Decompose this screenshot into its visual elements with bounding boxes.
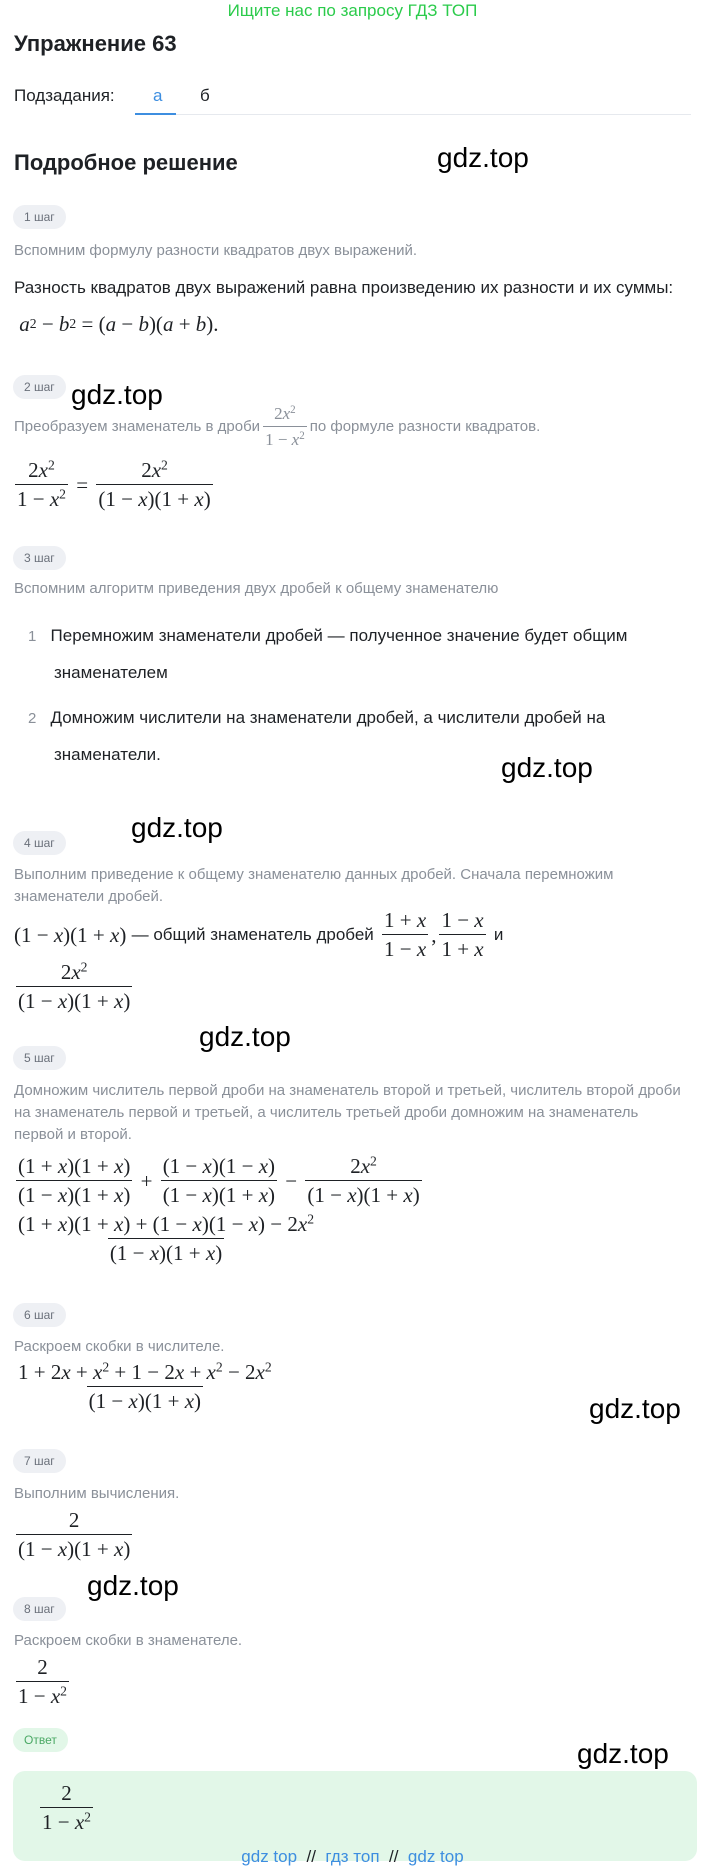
hint-text: Преобразуем знаменатель в дроби [14, 418, 261, 435]
watermark: gdz.top [501, 752, 593, 783]
step-badge: 2 шаг [13, 375, 66, 399]
list-number: 1 [28, 628, 37, 645]
formula: a 2 − b 2 = ( a − b )( a + b ). [19, 312, 219, 336]
step-badge: 1 шаг [13, 205, 66, 229]
watermark: gdz.top [589, 1393, 681, 1424]
step-badge: 4 шаг [13, 831, 66, 855]
answer-badge: Ответ [13, 1728, 68, 1752]
formula-text: — общий знаменатель дробей [131, 925, 374, 944]
step-hint: Выполним приведение к общему знаменателю данных дробей. Сначала перемножим знаменатели дробей. [14, 866, 614, 905]
watermark: gdz.top [437, 142, 529, 173]
step-badge: 6 шаг [13, 1303, 66, 1327]
step-text [14, 270, 694, 344]
active-tab-indicator [135, 113, 176, 115]
step-hint: Домножим числитель первой дроби на знаменатель второй и третьей, числитель второй дроби на знаменатель первой и третьей, а числитель третьей дроби домножим на знаменатель первой и второй. [14, 1082, 681, 1143]
formula: $\frac{2}{1 - x^2}$ [18, 1655, 67, 1708]
step-hint: Раскроем скобки в знаменателе. [14, 1632, 243, 1649]
page-title: Упражнение 63 [14, 31, 177, 56]
step-hint: Раскроем скобки в числителе. [14, 1338, 225, 1355]
footer-link[interactable]: гдз топ [325, 1847, 380, 1866]
watermark: gdz.top [199, 1021, 291, 1052]
hint-text: по формуле разности квадратов. [309, 418, 541, 435]
step-hint: Вспомним алгоритм приведения двух дробей к общему знаменателю [14, 580, 499, 597]
tab-b[interactable]: б [200, 86, 210, 105]
formula: $\frac{2x^2}{1 - x^2}$ = $\frac{2x^2}{(1 - x)(1 + x)}$ [17, 457, 211, 511]
footer-links [0, 1847, 705, 1867]
list-text: знаменателем [54, 663, 168, 682]
watermark: gdz.top [71, 379, 163, 410]
watermark: gdz.top [577, 1738, 669, 1769]
tab-a[interactable]: а [153, 86, 163, 105]
subtasks-label: Подзадания: [14, 86, 115, 105]
list-item [28, 700, 688, 773]
watermark: gdz.top [131, 812, 223, 843]
search-banner: Ищите нас по запросу ГДЗ ТОП [227, 1, 478, 20]
step-badge: 3 шаг [13, 546, 66, 570]
list-text: Перемножим знаменатели дробей — полученное значение будет общим [50, 626, 628, 645]
section-title: Подробное решение [14, 150, 238, 175]
fraction: $\frac{2x^2}{1 - x^2}$ [265, 403, 305, 449]
formula: $\frac{2}{(1 - x)(1 + x)}$ [18, 1508, 131, 1561]
footer-link[interactable]: gdz top [241, 1847, 298, 1866]
tabs-divider [135, 114, 691, 115]
formula: (1 − x )(1 + x ) — общий знаменатель дробей $\frac{1 + x}{1 - x}$ , $\frac{1 - x}{1 + x}$ и [14, 908, 504, 961]
list-text: Домножим числители на знаменатели дробей, а числители дробей на [50, 708, 606, 727]
formula: $\frac{(1 + x)(1 + x)}{(1 - x)(1 + x)}$ + $\frac{(1 - x)(1 - x)}{(1 - x)(1 + x)}$ − $\frac{2x^2}{(1 - x)(1 + x)}$ [18, 1153, 420, 1207]
step-badge: 5 шаг [13, 1046, 66, 1070]
step-hint [14, 403, 694, 451]
answer-formula: $\frac{2}{1 - x^2}$ [42, 1781, 91, 1834]
watermark: gdz.top [87, 1570, 179, 1601]
step-badge: 8 шаг [13, 1597, 66, 1621]
step-text-body: Разность квадратов двух выражений равна произведению их разности и их суммы: [14, 278, 674, 297]
footer-separator: // [389, 1847, 399, 1866]
list-number: 2 [28, 710, 37, 727]
footer-separator: // [306, 1847, 316, 1866]
formula: $\frac{(1 + x)(1 + x) + (1 - x)(1 - x) - 2x^2}{(1 - x)(1 + x)}$ [18, 1211, 315, 1265]
formula-text: и [493, 925, 504, 944]
step-badge: 7 шаг [13, 1449, 66, 1473]
footer-link[interactable]: gdz top [407, 1847, 464, 1866]
step-hint: Выполним вычисления. [14, 1485, 180, 1502]
list-item [28, 618, 688, 691]
step-hint: Вспомним формулу разности квадратов двух выражений. [14, 242, 418, 259]
formula: $\frac{2x^2}{(1 - x)(1 + x)}$ [18, 959, 131, 1013]
formula: $\frac{1 + 2x + x^2 + 1 - 2x + x^2 - 2x^2}{(1 - x)(1 + x)}$ [18, 1359, 272, 1413]
list-text: знаменатели. [54, 745, 161, 764]
